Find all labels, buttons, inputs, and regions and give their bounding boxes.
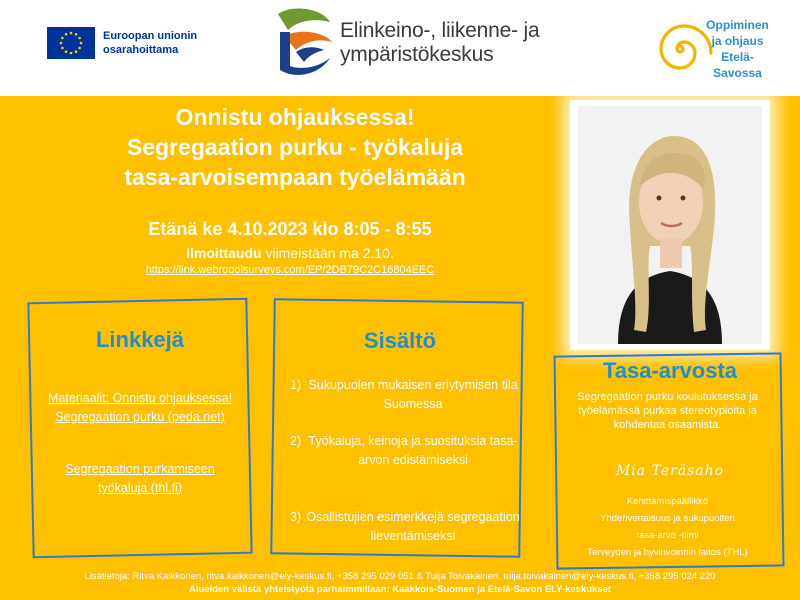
event-title (60, 102, 530, 192)
footer-cooperation: Alueiden välistä yhteistyötä parhaimmillaan: Kaakkois-Suomen ja Etelä-Savon ELY-keskukset (188, 584, 612, 595)
speaker-photo (578, 106, 762, 344)
title-line: tasa-arvoisempaan työelämään (124, 164, 466, 190)
list-number: 2) (290, 434, 302, 448)
content-list-item (290, 508, 520, 546)
ely-logo-icon (270, 8, 336, 78)
footer-contacts: Lisätietoja: Ritva Kaikkonen, ritva.kaikkonen@ely-keskus.fi, +358 295 029 051 & Tuija Toivakainen, tuija.toivakainen@ely-keskus.fi, +358 295 024 220 (84, 571, 716, 582)
register-deadline-text: viimeistään ma 2.10. (261, 245, 394, 261)
list-text: Osallistujien esimerkkejä segregaation lieventämiseksi (306, 510, 520, 543)
ely-logo (270, 8, 539, 78)
eu-flag-icon (47, 27, 95, 59)
speaker-info (560, 493, 775, 561)
content-list-item (290, 376, 520, 414)
list-text: Työkaluja, keinoja ja suosituksia tasa-arvon edistämiseksi (308, 434, 518, 467)
speaker-signature: Mia Teräsaho (615, 463, 725, 479)
equality-title: Tasa-arvosta (602, 358, 738, 383)
eu-logo-text: Euroopan unionin osarahoittama (103, 30, 198, 56)
list-number: 3) (290, 510, 302, 524)
content-list-item (290, 432, 520, 470)
title-line: Segregaation purku - työkaluja (126, 134, 464, 160)
event-date-time: Etänä ke 4.10.2023 klo 8:05 - 8:55 (148, 219, 432, 239)
materials-link[interactable]: Materiaalit: Onnistu ohjauksessa! Segregaation purku (peda.net) (47, 391, 233, 424)
speaker-team: tasa-arvo -tiimi (636, 530, 699, 541)
content-title: Sisältö (363, 328, 437, 353)
eu-logo (47, 27, 197, 59)
speaker-role: Kehittämispäällikkö (626, 496, 709, 507)
title-line: Onnistu ohjauksessa! (175, 104, 415, 130)
thl-tools-link[interactable]: Segregaation purkamiseen työkaluja (thl.fi) (65, 462, 215, 495)
registration-link[interactable]: https://link.webropolsurveys.com/EP/2DB79C2C16804EEC (145, 264, 435, 276)
oppiminen-ja-ohjaus-logo (645, 14, 790, 86)
list-text: Sukupuolen mukaisen eriytymisen tila Suomessa (308, 378, 518, 411)
register-label: Ilmoittaudu (186, 245, 262, 261)
ooes-logo-text: Oppiminen ja ohjaus Etelä- Savossa (706, 18, 769, 80)
header-bar (0, 0, 800, 96)
speaker-team: Yhdenvertaisuus ja sukupuolten (600, 513, 735, 524)
ely-logo-text: Elinkeino-, liikenne- ja ympäristökeskus (340, 19, 540, 66)
links-title: Linkkejä (95, 327, 185, 352)
speaker-photo-frame (570, 100, 770, 350)
registration-deadline (90, 245, 490, 261)
list-number: 1) (290, 378, 302, 392)
equality-description: Segregaation purku koulutuksessa ja työelämässä purkaa stereotypioita ja kohdentaa osaamista. (577, 391, 758, 431)
speaker-organization: Terveyden ja hyvinvoinnin laitos (THL) (587, 547, 748, 558)
